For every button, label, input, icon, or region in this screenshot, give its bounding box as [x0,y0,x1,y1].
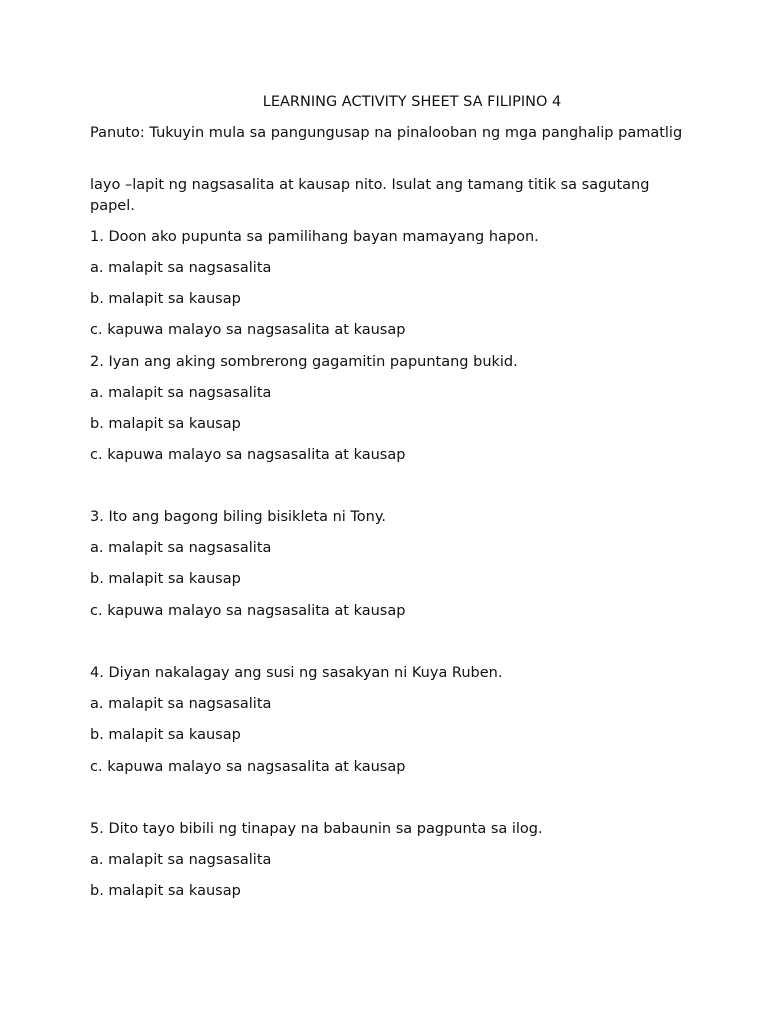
question-1-choice-c: c. kapuwa malayo sa nagsasalita at kausap [90,322,406,338]
question-5-choice-a: a. malapit sa nagsasalita [90,852,272,868]
question-4-choice-b: b. malapit sa kausap [90,727,241,743]
question-2-choice-b: b. malapit sa kausap [90,416,241,432]
instructions-paragraph-2: layo –lapit ng nagsasalita at kausap nito. Isulat ang tamang titik sa sagutang papel. [90,177,650,214]
document-title: LEARNING ACTIVITY SHEET SA FILIPINO 4 [262,94,562,110]
question-2: 2. Iyan ang aking sombrerong gagamitin papuntang bukid. [90,354,518,370]
question-3-choice-b: b. malapit sa kausap [90,571,241,587]
question-4-choice-a: a. malapit sa nagsasalita [90,696,272,712]
question-2-choice-c: c. kapuwa malayo sa nagsasalita at kausap [90,447,406,463]
question-1-choice-a: a. malapit sa nagsasalita [90,260,272,276]
question-3: 3. Ito ang bagong biling bisikleta ni Tony. [90,509,386,525]
question-3-choice-c: c. kapuwa malayo sa nagsasalita at kausap [90,603,406,619]
question-4: 4. Diyan nakalagay ang susi ng sasakyan ni Kuya Ruben. [90,665,503,681]
question-1: 1. Doon ako pupunta sa pamilihang bayan mamayang hapon. [90,229,539,245]
question-3-choice-a: a. malapit sa nagsasalita [90,540,272,556]
question-4-choice-c: c. kapuwa malayo sa nagsasalita at kausap [90,759,406,775]
question-1-choice-b: b. malapit sa kausap [90,291,241,307]
question-2-choice-a: a. malapit sa nagsasalita [90,385,272,401]
instructions-paragraph-1: Panuto: Tukuyin mula sa pangungusap na pinalooban ng mga panghalip pamatlig [90,125,683,141]
question-5: 5. Dito tayo bibili ng tinapay na babaunin sa pagpunta sa ilog. [90,821,543,837]
question-5-choice-b: b. malapit sa kausap [90,883,241,899]
